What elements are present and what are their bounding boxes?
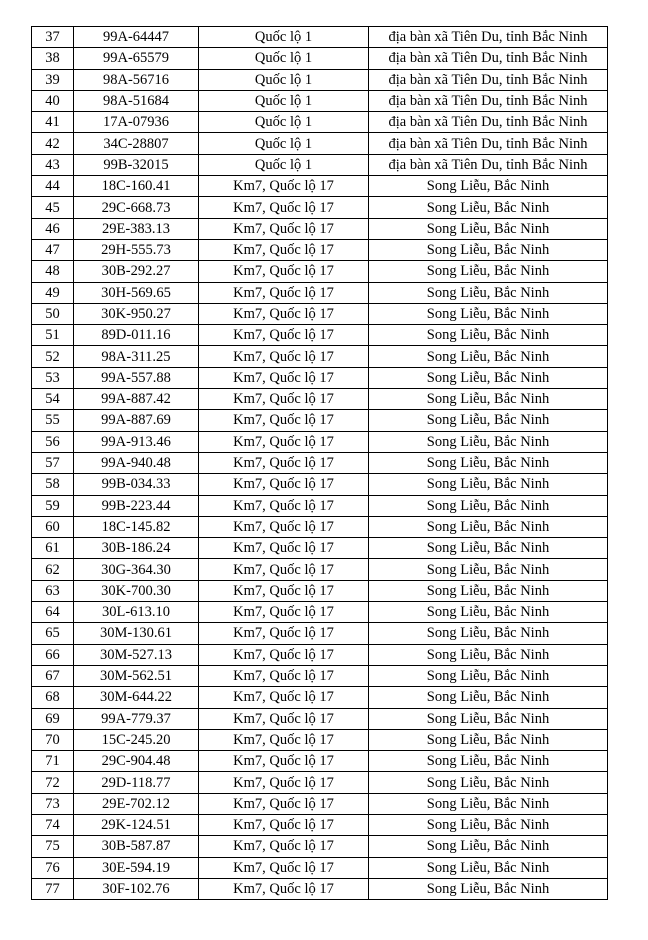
- road-cell: Km7, Quốc lộ 17: [199, 452, 369, 473]
- row-number-cell: 49: [32, 282, 74, 303]
- table-row: [32, 90, 608, 111]
- road-cell: Km7, Quốc lộ 17: [199, 772, 369, 793]
- row-number-cell: 42: [32, 133, 74, 154]
- road-cell: Km7, Quốc lộ 17: [199, 687, 369, 708]
- table-row: [32, 303, 608, 324]
- location-cell: địa bàn xã Tiên Du, tỉnh Bắc Ninh: [369, 48, 608, 69]
- license-plate-cell: 99A-557.88: [74, 367, 199, 388]
- row-number-cell: 66: [32, 644, 74, 665]
- location-cell: Song Liễu, Bắc Ninh: [369, 452, 608, 473]
- license-plate-cell: 98A-311.25: [74, 346, 199, 367]
- table-row: [32, 836, 608, 857]
- location-cell: Song Liễu, Bắc Ninh: [369, 474, 608, 495]
- location-cell: Song Liễu, Bắc Ninh: [369, 325, 608, 346]
- road-cell: Km7, Quốc lộ 17: [199, 857, 369, 878]
- row-number-cell: 54: [32, 389, 74, 410]
- table-row: [32, 538, 608, 559]
- license-plate-cell: 15C-245.20: [74, 729, 199, 750]
- license-plate-cell: 30E-594.19: [74, 857, 199, 878]
- table-body: [32, 27, 608, 900]
- license-plate-cell: 99A-65579: [74, 48, 199, 69]
- license-plate-cell: 30B-186.24: [74, 538, 199, 559]
- location-cell: địa bàn xã Tiên Du, tỉnh Bắc Ninh: [369, 27, 608, 48]
- location-cell: địa bàn xã Tiên Du, tỉnh Bắc Ninh: [369, 90, 608, 111]
- table-row: [32, 176, 608, 197]
- row-number-cell: 50: [32, 303, 74, 324]
- location-cell: địa bàn xã Tiên Du, tỉnh Bắc Ninh: [369, 154, 608, 175]
- table-row: [32, 580, 608, 601]
- road-cell: Km7, Quốc lộ 17: [199, 474, 369, 495]
- location-cell: địa bàn xã Tiên Du, tỉnh Bắc Ninh: [369, 133, 608, 154]
- row-number-cell: 77: [32, 878, 74, 899]
- row-number-cell: 73: [32, 793, 74, 814]
- road-cell: Km7, Quốc lộ 17: [199, 559, 369, 580]
- location-cell: Song Liễu, Bắc Ninh: [369, 431, 608, 452]
- row-number-cell: 56: [32, 431, 74, 452]
- location-cell: Song Liễu, Bắc Ninh: [369, 516, 608, 537]
- license-plate-cell: 30H-569.65: [74, 282, 199, 303]
- row-number-cell: 64: [32, 602, 74, 623]
- road-cell: Km7, Quốc lộ 17: [199, 410, 369, 431]
- row-number-cell: 45: [32, 197, 74, 218]
- row-number-cell: 43: [32, 154, 74, 175]
- license-plate-cell: 99A-64447: [74, 27, 199, 48]
- license-plate-cell: 89D-011.16: [74, 325, 199, 346]
- row-number-cell: 68: [32, 687, 74, 708]
- road-cell: Km7, Quốc lộ 17: [199, 367, 369, 388]
- location-cell: Song Liễu, Bắc Ninh: [369, 751, 608, 772]
- road-cell: Km7, Quốc lộ 17: [199, 239, 369, 260]
- table-row: [32, 261, 608, 282]
- table-row: [32, 474, 608, 495]
- license-plate-cell: 29D-118.77: [74, 772, 199, 793]
- table-row: [32, 878, 608, 899]
- location-cell: Song Liễu, Bắc Ninh: [369, 495, 608, 516]
- road-cell: Quốc lộ 1: [199, 27, 369, 48]
- license-plate-cell: 29C-904.48: [74, 751, 199, 772]
- location-cell: Song Liễu, Bắc Ninh: [369, 644, 608, 665]
- location-cell: Song Liễu, Bắc Ninh: [369, 239, 608, 260]
- row-number-cell: 76: [32, 857, 74, 878]
- location-cell: Song Liễu, Bắc Ninh: [369, 814, 608, 835]
- location-cell: Song Liễu, Bắc Ninh: [369, 303, 608, 324]
- row-number-cell: 72: [32, 772, 74, 793]
- row-number-cell: 52: [32, 346, 74, 367]
- row-number-cell: 40: [32, 90, 74, 111]
- table-row: [32, 751, 608, 772]
- road-cell: Km7, Quốc lộ 17: [199, 751, 369, 772]
- location-cell: Song Liễu, Bắc Ninh: [369, 367, 608, 388]
- road-cell: Quốc lộ 1: [199, 48, 369, 69]
- table-row: [32, 410, 608, 431]
- row-number-cell: 59: [32, 495, 74, 516]
- row-number-cell: 60: [32, 516, 74, 537]
- road-cell: Km7, Quốc lộ 17: [199, 602, 369, 623]
- road-cell: Km7, Quốc lộ 17: [199, 814, 369, 835]
- road-cell: Km7, Quốc lộ 17: [199, 516, 369, 537]
- row-number-cell: 38: [32, 48, 74, 69]
- license-plate-cell: 17A-07936: [74, 112, 199, 133]
- license-plate-cell: 99B-32015: [74, 154, 199, 175]
- location-cell: Song Liễu, Bắc Ninh: [369, 538, 608, 559]
- road-cell: Km7, Quốc lộ 17: [199, 580, 369, 601]
- license-plate-cell: 30M-527.13: [74, 644, 199, 665]
- license-plate-cell: 30L-613.10: [74, 602, 199, 623]
- location-cell: Song Liễu, Bắc Ninh: [369, 687, 608, 708]
- road-cell: Km7, Quốc lộ 17: [199, 389, 369, 410]
- row-number-cell: 67: [32, 665, 74, 686]
- road-cell: Km7, Quốc lộ 17: [199, 218, 369, 239]
- road-cell: Km7, Quốc lộ 17: [199, 708, 369, 729]
- table-row: [32, 239, 608, 260]
- table-row: [32, 69, 608, 90]
- table-row: [32, 346, 608, 367]
- road-cell: Quốc lộ 1: [199, 112, 369, 133]
- license-plate-cell: 99A-887.69: [74, 410, 199, 431]
- license-plate-cell: 30G-364.30: [74, 559, 199, 580]
- table-row: [32, 623, 608, 644]
- table-row: [32, 772, 608, 793]
- road-cell: Km7, Quốc lộ 17: [199, 261, 369, 282]
- road-cell: Km7, Quốc lộ 17: [199, 836, 369, 857]
- table-row: [32, 602, 608, 623]
- license-plate-cell: 99A-913.46: [74, 431, 199, 452]
- road-cell: Quốc lộ 1: [199, 133, 369, 154]
- location-cell: Song Liễu, Bắc Ninh: [369, 218, 608, 239]
- table-row: [32, 665, 608, 686]
- road-cell: Km7, Quốc lộ 17: [199, 665, 369, 686]
- location-cell: Song Liễu, Bắc Ninh: [369, 623, 608, 644]
- table-row: [32, 814, 608, 835]
- license-plate-cell: 29C-668.73: [74, 197, 199, 218]
- road-cell: Quốc lộ 1: [199, 69, 369, 90]
- location-cell: Song Liễu, Bắc Ninh: [369, 176, 608, 197]
- violation-table: [31, 26, 608, 900]
- license-plate-cell: 30F-102.76: [74, 878, 199, 899]
- row-number-cell: 71: [32, 751, 74, 772]
- table-row: [32, 729, 608, 750]
- row-number-cell: 74: [32, 814, 74, 835]
- row-number-cell: 47: [32, 239, 74, 260]
- license-plate-cell: 18C-145.82: [74, 516, 199, 537]
- location-cell: Song Liễu, Bắc Ninh: [369, 261, 608, 282]
- table-row: [32, 644, 608, 665]
- location-cell: Song Liễu, Bắc Ninh: [369, 729, 608, 750]
- table-row: [32, 197, 608, 218]
- location-cell: Song Liễu, Bắc Ninh: [369, 580, 608, 601]
- location-cell: địa bàn xã Tiên Du, tỉnh Bắc Ninh: [369, 112, 608, 133]
- row-number-cell: 57: [32, 452, 74, 473]
- row-number-cell: 63: [32, 580, 74, 601]
- table-row: [32, 708, 608, 729]
- license-plate-cell: 98A-51684: [74, 90, 199, 111]
- table-row: [32, 793, 608, 814]
- license-plate-cell: 30B-292.27: [74, 261, 199, 282]
- location-cell: Song Liễu, Bắc Ninh: [369, 665, 608, 686]
- road-cell: Km7, Quốc lộ 17: [199, 538, 369, 559]
- location-cell: Song Liễu, Bắc Ninh: [369, 389, 608, 410]
- table-row: [32, 282, 608, 303]
- road-cell: Km7, Quốc lộ 17: [199, 346, 369, 367]
- table-row: [32, 325, 608, 346]
- license-plate-cell: 99A-779.37: [74, 708, 199, 729]
- license-plate-cell: 30B-587.87: [74, 836, 199, 857]
- table-row: [32, 431, 608, 452]
- row-number-cell: 70: [32, 729, 74, 750]
- license-plate-cell: 30K-700.30: [74, 580, 199, 601]
- location-cell: Song Liễu, Bắc Ninh: [369, 793, 608, 814]
- table-row: [32, 687, 608, 708]
- row-number-cell: 46: [32, 218, 74, 239]
- location-cell: Song Liễu, Bắc Ninh: [369, 282, 608, 303]
- license-plate-cell: 30M-130.61: [74, 623, 199, 644]
- location-cell: Song Liễu, Bắc Ninh: [369, 197, 608, 218]
- row-number-cell: 53: [32, 367, 74, 388]
- table-row: [32, 452, 608, 473]
- road-cell: Km7, Quốc lộ 17: [199, 303, 369, 324]
- license-plate-cell: 34C-28807: [74, 133, 199, 154]
- location-cell: Song Liễu, Bắc Ninh: [369, 559, 608, 580]
- row-number-cell: 75: [32, 836, 74, 857]
- row-number-cell: 58: [32, 474, 74, 495]
- location-cell: Song Liễu, Bắc Ninh: [369, 878, 608, 899]
- row-number-cell: 65: [32, 623, 74, 644]
- road-cell: Km7, Quốc lộ 17: [199, 431, 369, 452]
- license-plate-cell: 29E-383.13: [74, 218, 199, 239]
- location-cell: Song Liễu, Bắc Ninh: [369, 836, 608, 857]
- road-cell: Km7, Quốc lộ 17: [199, 793, 369, 814]
- row-number-cell: 48: [32, 261, 74, 282]
- row-number-cell: 61: [32, 538, 74, 559]
- row-number-cell: 44: [32, 176, 74, 197]
- location-cell: Song Liễu, Bắc Ninh: [369, 346, 608, 367]
- license-plate-cell: 30M-644.22: [74, 687, 199, 708]
- location-cell: Song Liễu, Bắc Ninh: [369, 602, 608, 623]
- row-number-cell: 55: [32, 410, 74, 431]
- row-number-cell: 39: [32, 69, 74, 90]
- table-row: [32, 516, 608, 537]
- license-plate-cell: 98A-56716: [74, 69, 199, 90]
- table-row: [32, 495, 608, 516]
- table-row: [32, 389, 608, 410]
- license-plate-cell: 99A-940.48: [74, 452, 199, 473]
- table-row: [32, 367, 608, 388]
- table-row: [32, 27, 608, 48]
- road-cell: Km7, Quốc lộ 17: [199, 282, 369, 303]
- road-cell: Km7, Quốc lộ 17: [199, 325, 369, 346]
- location-cell: địa bàn xã Tiên Du, tỉnh Bắc Ninh: [369, 69, 608, 90]
- table-row: [32, 133, 608, 154]
- road-cell: Quốc lộ 1: [199, 154, 369, 175]
- table-row: [32, 112, 608, 133]
- license-plate-cell: 99B-034.33: [74, 474, 199, 495]
- road-cell: Quốc lộ 1: [199, 90, 369, 111]
- road-cell: Km7, Quốc lộ 17: [199, 729, 369, 750]
- license-plate-cell: 29E-702.12: [74, 793, 199, 814]
- road-cell: Km7, Quốc lộ 17: [199, 878, 369, 899]
- location-cell: Song Liễu, Bắc Ninh: [369, 857, 608, 878]
- table-row: [32, 857, 608, 878]
- license-plate-cell: 99B-223.44: [74, 495, 199, 516]
- table-row: [32, 154, 608, 175]
- location-cell: Song Liễu, Bắc Ninh: [369, 772, 608, 793]
- road-cell: Km7, Quốc lộ 17: [199, 495, 369, 516]
- road-cell: Km7, Quốc lộ 17: [199, 176, 369, 197]
- road-cell: Km7, Quốc lộ 17: [199, 197, 369, 218]
- license-plate-cell: 99A-887.42: [74, 389, 199, 410]
- table-row: [32, 218, 608, 239]
- road-cell: Km7, Quốc lộ 17: [199, 623, 369, 644]
- location-cell: Song Liễu, Bắc Ninh: [369, 708, 608, 729]
- license-plate-cell: 30M-562.51: [74, 665, 199, 686]
- table-row: [32, 559, 608, 580]
- license-plate-cell: 18C-160.41: [74, 176, 199, 197]
- road-cell: Km7, Quốc lộ 17: [199, 644, 369, 665]
- row-number-cell: 37: [32, 27, 74, 48]
- row-number-cell: 62: [32, 559, 74, 580]
- row-number-cell: 41: [32, 112, 74, 133]
- license-plate-cell: 29H-555.73: [74, 239, 199, 260]
- table-row: [32, 48, 608, 69]
- row-number-cell: 51: [32, 325, 74, 346]
- license-plate-cell: 29K-124.51: [74, 814, 199, 835]
- row-number-cell: 69: [32, 708, 74, 729]
- location-cell: Song Liễu, Bắc Ninh: [369, 410, 608, 431]
- license-plate-cell: 30K-950.27: [74, 303, 199, 324]
